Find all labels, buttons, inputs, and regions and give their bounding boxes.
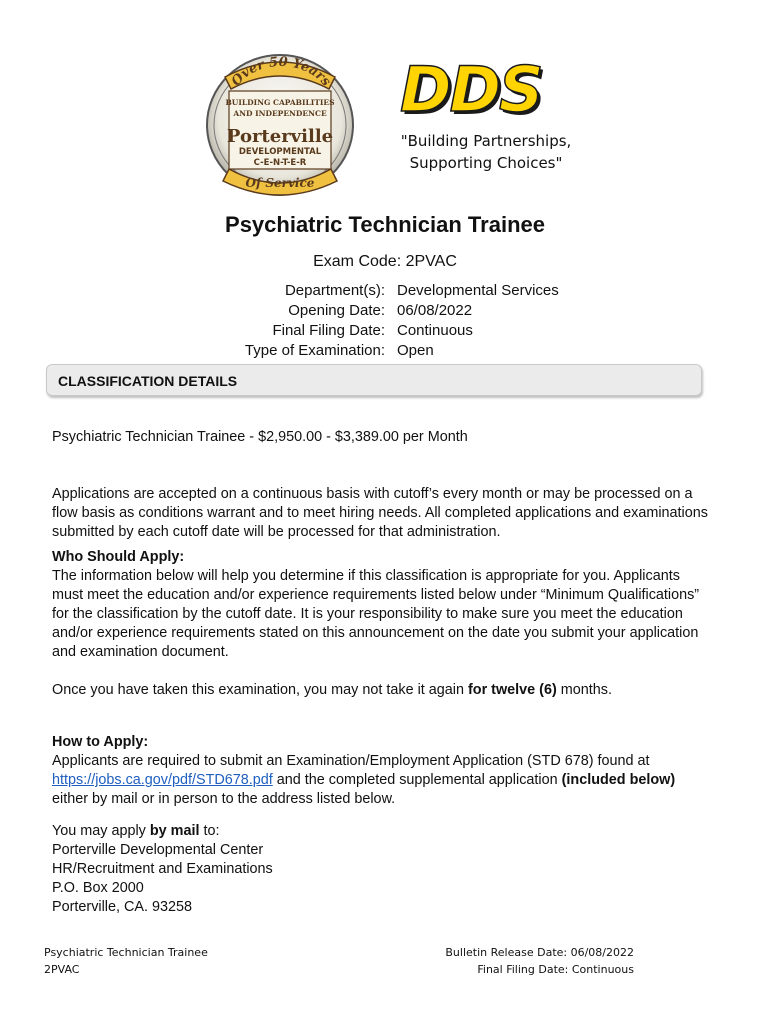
page-title: Psychiatric Technician Trainee xyxy=(225,212,545,237)
address-line-4: Porterville, CA. 93258 xyxy=(52,899,192,915)
retake-notice xyxy=(52,681,712,700)
meta-value-department: Developmental Services xyxy=(397,282,559,299)
how-to-apply-text-after-link: and the completed supplemental application xyxy=(276,772,558,788)
retake-text-before: Once you have taken this examination, you may not take it again xyxy=(52,682,464,698)
how-to-apply-text-before-link: Applicants are required to submit an Examination/Employment Application (STD 678) found at xyxy=(52,753,650,769)
dds-slogan xyxy=(396,130,576,174)
applications-paragraph: Applications are accepted on a continuous basis with cutoff’s every month or may be processed on a flow basis as conditions warrant and to meet hiring needs. All completed applications and examinations submitted by each cutoff date will be processed for that administration. xyxy=(52,486,708,540)
footer-left-line1: Psychiatric Technician Trainee xyxy=(44,946,208,959)
mail-intro-after: to: xyxy=(203,823,220,839)
mail-intro-bold: by mail xyxy=(149,823,200,839)
meta-label-final-filing-date: Final Filing Date: xyxy=(272,322,385,339)
meta-value-exam-type: Open xyxy=(397,342,434,359)
how-to-apply-section xyxy=(52,733,712,809)
dds-slogan-line2: Supporting Choices" xyxy=(409,154,563,172)
mail-intro xyxy=(52,822,712,841)
dds-wordmark: DDS xyxy=(400,53,542,126)
how-to-apply-text-end: either by mail or in person to the address listed below. xyxy=(52,791,396,807)
exam-code-value: 2PVAC xyxy=(405,253,457,270)
who-should-apply-section xyxy=(52,548,712,662)
retake-text-bold: for twelve (6) xyxy=(467,682,557,698)
pdc-line2: AND INDEPENDENCE xyxy=(233,109,327,118)
address-line-2: HR/Recruitment and Examinations xyxy=(52,861,273,877)
footer-left-line2: 2PVAC xyxy=(44,963,80,976)
meta-values xyxy=(397,281,697,361)
footer-right xyxy=(445,944,634,978)
footer-right-line2: Final Filing Date: Continuous xyxy=(477,963,634,976)
dds-logo xyxy=(396,53,576,177)
pdc-sub1: DEVELOPMENTAL xyxy=(238,147,322,157)
meta-value-final-filing-date: Continuous xyxy=(397,322,473,339)
footer-left xyxy=(44,944,208,978)
exam-code xyxy=(0,253,770,271)
mail-section xyxy=(52,822,712,917)
pdc-name: Porterville xyxy=(226,126,334,147)
exam-code-label: Exam Code: xyxy=(313,253,402,270)
dds-slogan-line1: "Building Partnerships, xyxy=(400,132,572,150)
meta-value-opening-date: 06/08/2022 xyxy=(397,302,473,319)
how-to-apply-heading: How to Apply: xyxy=(52,734,149,750)
address-line-1: Porterville Developmental Center xyxy=(52,842,264,858)
who-should-apply-text: The information below will help you determine if this classification is appropriate for you. Applicants must meet the education and/or experience requirements listed below under “Minimum Qualifications” for the classification by the cutoff date. It is your responsibility to make sure you meet the education and/or experience requirements stated on this announcement on the date you submit your application and examination document. xyxy=(52,568,700,660)
salary-line: Psychiatric Technician Trainee - $2,950.00 - $3,389.00 per Month xyxy=(52,429,468,445)
mail-intro-before: You may apply xyxy=(52,823,146,839)
pdc-sub2: C-E-N-T-E-R xyxy=(253,158,307,168)
pdc-line1: BUILDING CAPABILITIES xyxy=(225,98,335,107)
pdc-top-arc-text: Over 50 Years xyxy=(228,54,334,90)
meta-label-department: Department(s): xyxy=(284,282,385,299)
footer-right-line1: Bulletin Release Date: 06/08/2022 xyxy=(445,946,634,959)
retake-text-after: months. xyxy=(560,682,612,698)
porterville-developmental-center-logo xyxy=(203,47,358,197)
classification-details-heading: CLASSIFICATION DETAILS xyxy=(58,373,238,389)
how-to-apply-text xyxy=(52,752,712,809)
meta-label-opening-date: Opening Date: xyxy=(288,302,385,319)
included-below-text: (included below) xyxy=(561,772,676,788)
address-line-3: P.O. Box 2000 xyxy=(52,880,144,896)
meta-labels xyxy=(200,281,385,361)
meta-label-exam-type: Type of Examination: xyxy=(244,342,385,359)
who-should-apply-heading: Who Should Apply: xyxy=(52,549,185,565)
pdc-bottom-arc-text: Of Service xyxy=(245,176,315,190)
classification-details-header xyxy=(46,364,702,396)
std678-link[interactable]: https://jobs.ca.gov/pdf/STD678.pdf xyxy=(52,772,273,788)
